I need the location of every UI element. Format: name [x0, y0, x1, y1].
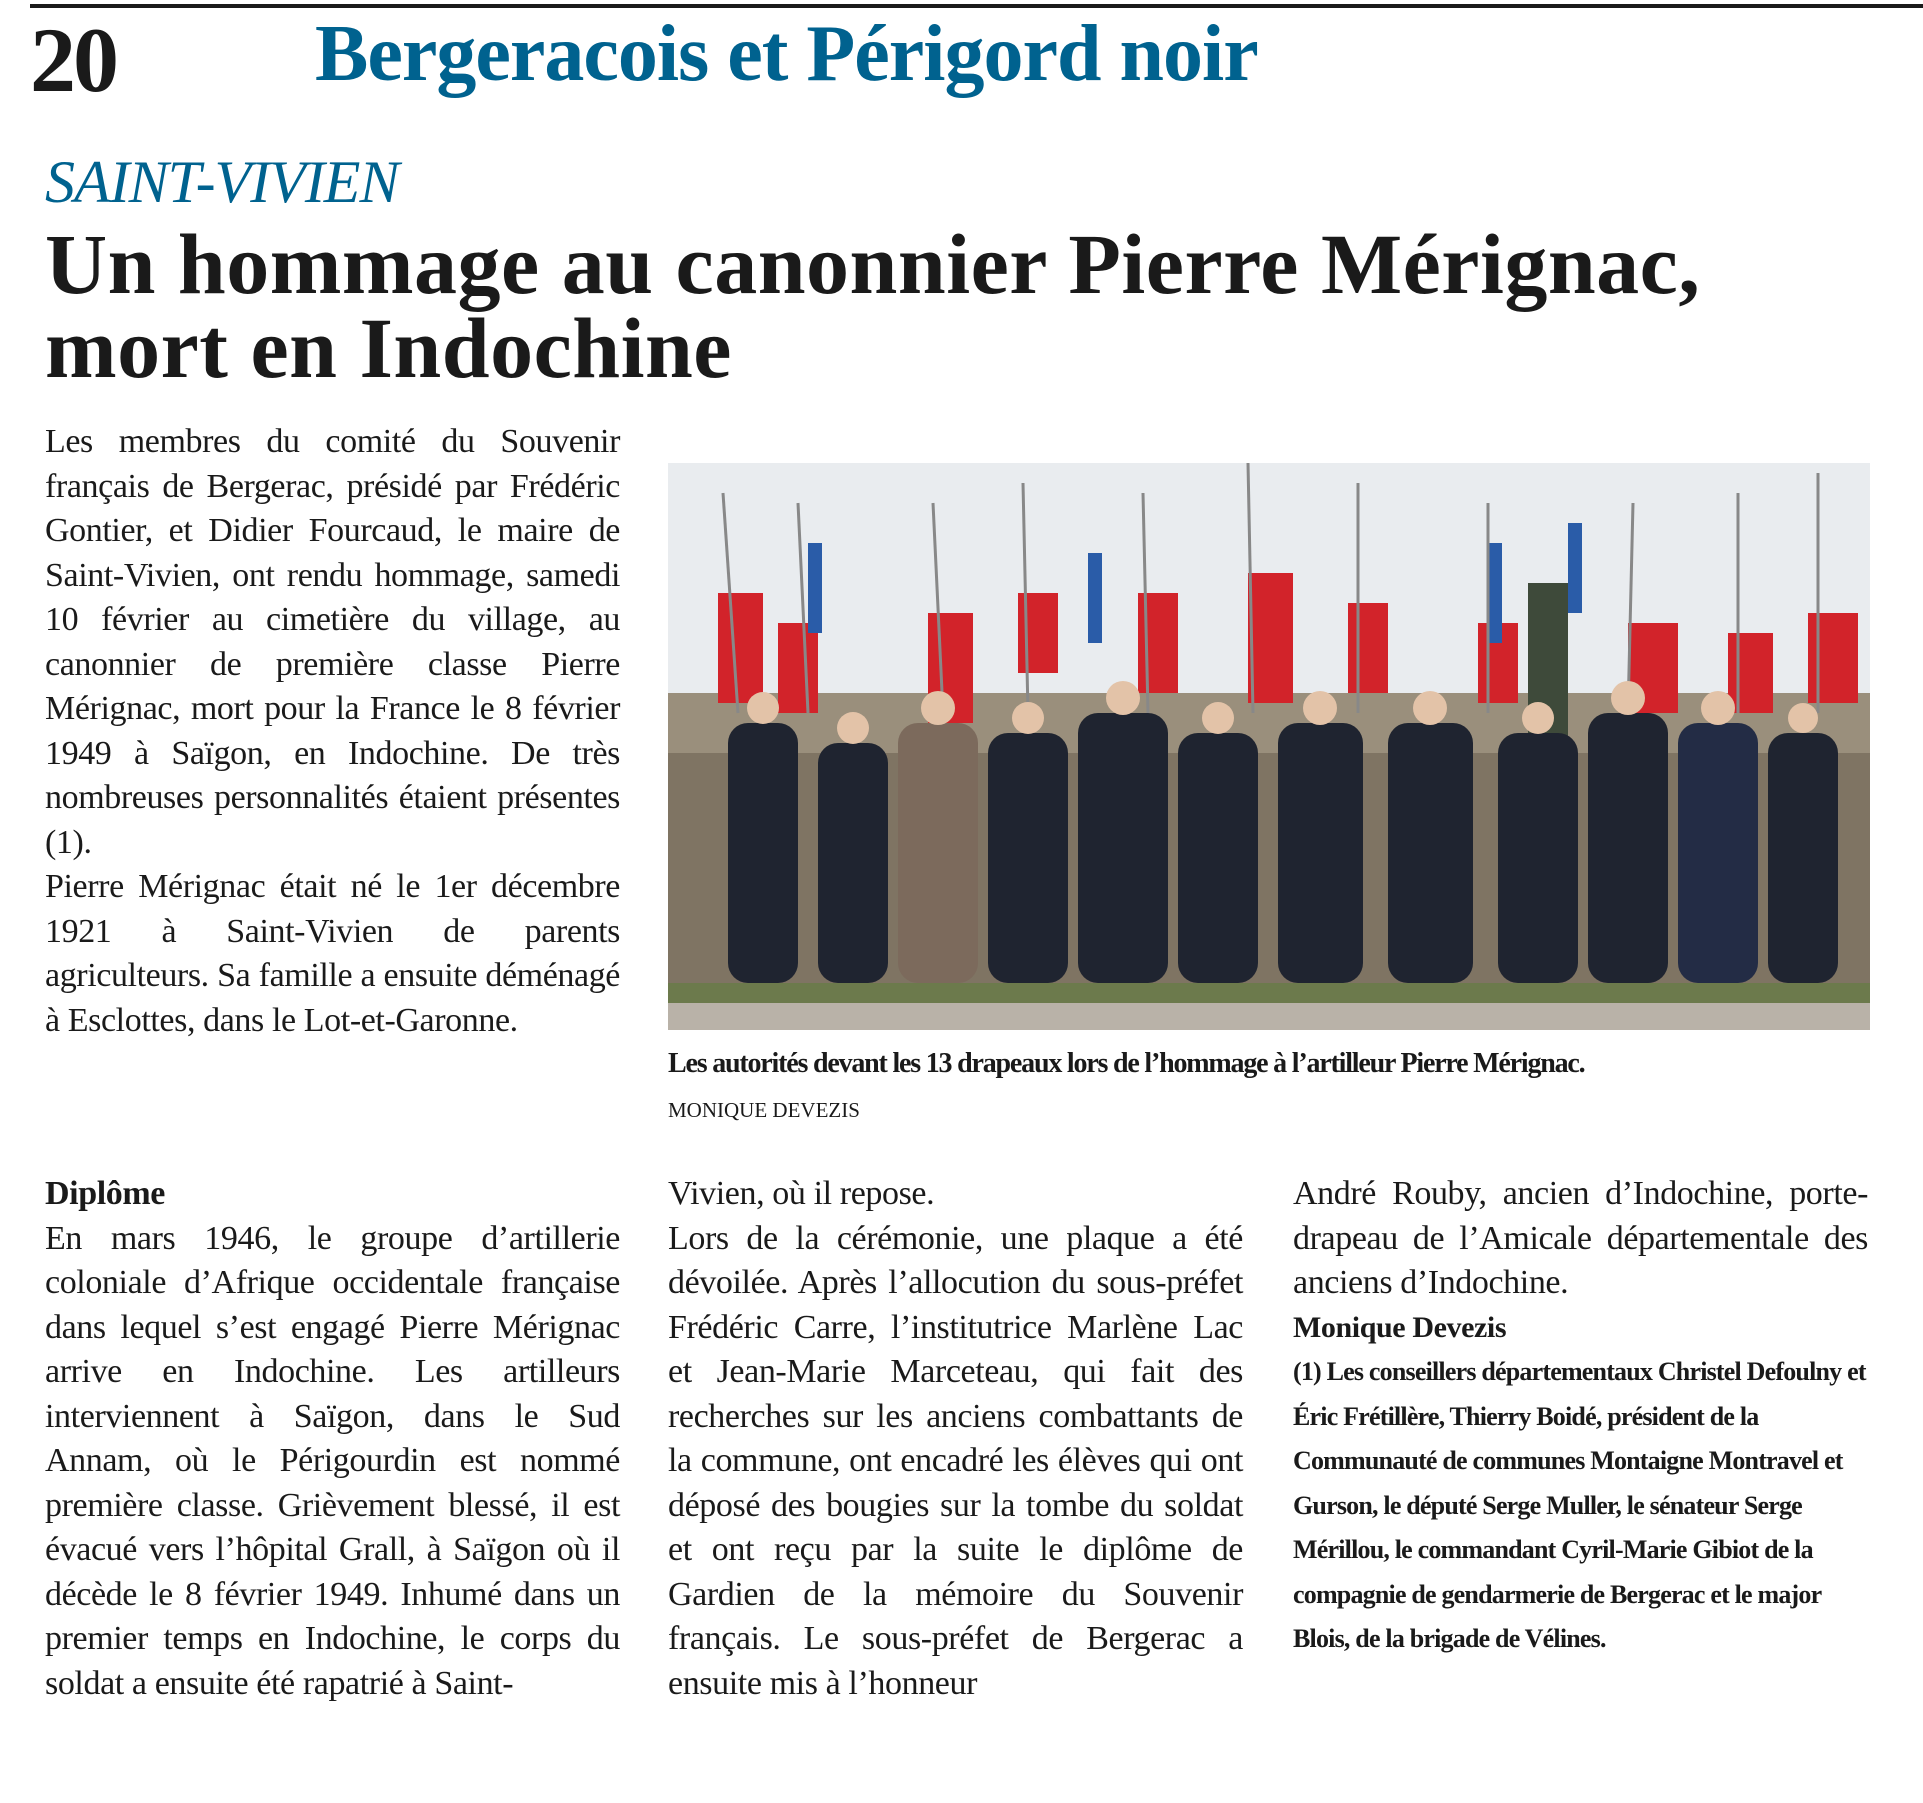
column-2-paragraph-2: Lors de la cérémonie, une plaque a été dévoilée. Après l’allocution du sous-préfet Frédéric Carre, l’institutrice Marlène Lac et Jean-Marie Marceteau, qui fait des recherches sur les anciens combattants de la commune, ont encadré les élèves qui ont déposé des bougies sur la tombe du soldat et ont reçu par la suite le diplôme de Gardien de la mémoire du Souvenir français. Le sous-préfet de Bergerac a ensuite mis à l’honneur: [668, 1219, 1243, 1702]
photo-credit: MONIQUE DEVEZIS: [668, 1098, 860, 1122]
column-2-paragraph-1: Vivien, où il repose.: [668, 1175, 935, 1212]
intro-paragraph-2: Pierre Mérignac était né le 1er décembre 1921 à Saint-Vivien de parents agriculteurs. Sa famille a ensuite déménagé à Esclottes, dans le Lot-et-Garonne.: [45, 868, 620, 1039]
article-headline: [45, 216, 1915, 396]
column-1-text: En mars 1946, le groupe d’artillerie coloniale d’Afrique occidentale française dans lequel s’est engagé Pierre Mérignac arrive en Indochine. Les artilleurs interviennent à Saïgon, dans le Sud Annam, où le Périgourdin est nommé première classe. Grièvement blessé, il est évacué vers l’hôpital Grall, à Saïgon où il décède le 8 février 1949. Inhumé dans un premier temps en Indochine, le corps du soldat a ensuite été rapatrié à Saint-: [45, 1219, 620, 1702]
footnote: (1) Les conseillers départementaux Christel Defoulny et Éric Frétillère, Thierry Boidé, président de la Communauté de communes Montaigne Montravel et Gurson, le député Serge Muller, le sénateur Serge Mérillou, le commandant Cyril-Marie Gibiot de la compagnie de gendarmerie de Bergerac et le major Blois, de la brigade de Vélines.: [1293, 1357, 1866, 1653]
top-rule: [30, 4, 1923, 8]
section-title: Bergeracois et Périgord noir: [315, 10, 1258, 98]
column-1: [45, 1172, 620, 1706]
intro-paragraph-1: Les membres du comité du Souvenir français de Bergerac, présidé par Frédéric Gontier, et Didier Fourcaud, le maire de Saint-Vivien, ont rendu hommage, samedi 10 février au cimetière du village, au canonnier de première classe Pierre Mérignac, mort pour la France le 8 février 1949 à Saïgon, en Indochine. De très nombreuses personnalités étaient présentes (1).: [45, 423, 620, 861]
intro-column: [45, 420, 620, 1043]
ceremony-photo: [668, 463, 1870, 1030]
photo-caption: Les autorités devant les 13 drapeaux lors de l’hommage à l’artilleur Pierre Mérignac.: [668, 1048, 1585, 1079]
column-2: [668, 1172, 1243, 1706]
page-number: 20: [30, 9, 116, 111]
article-kicker: SAINT-VIVIEN: [45, 149, 399, 215]
headline-line-1: Un hommage au canonnier Pierre Mérignac,: [45, 216, 1701, 312]
subheading: Diplôme: [45, 1175, 165, 1212]
headline-line-2: mort en Indochine: [45, 300, 732, 396]
column-3: [1293, 1172, 1868, 1662]
author-signature: Monique Devezis: [1293, 1310, 1507, 1344]
column-3-paragraph-1: André Rouby, ancien d’Indochine, porte-drapeau de l’Amicale départementale des anciens d’Indochine.: [1293, 1175, 1868, 1301]
